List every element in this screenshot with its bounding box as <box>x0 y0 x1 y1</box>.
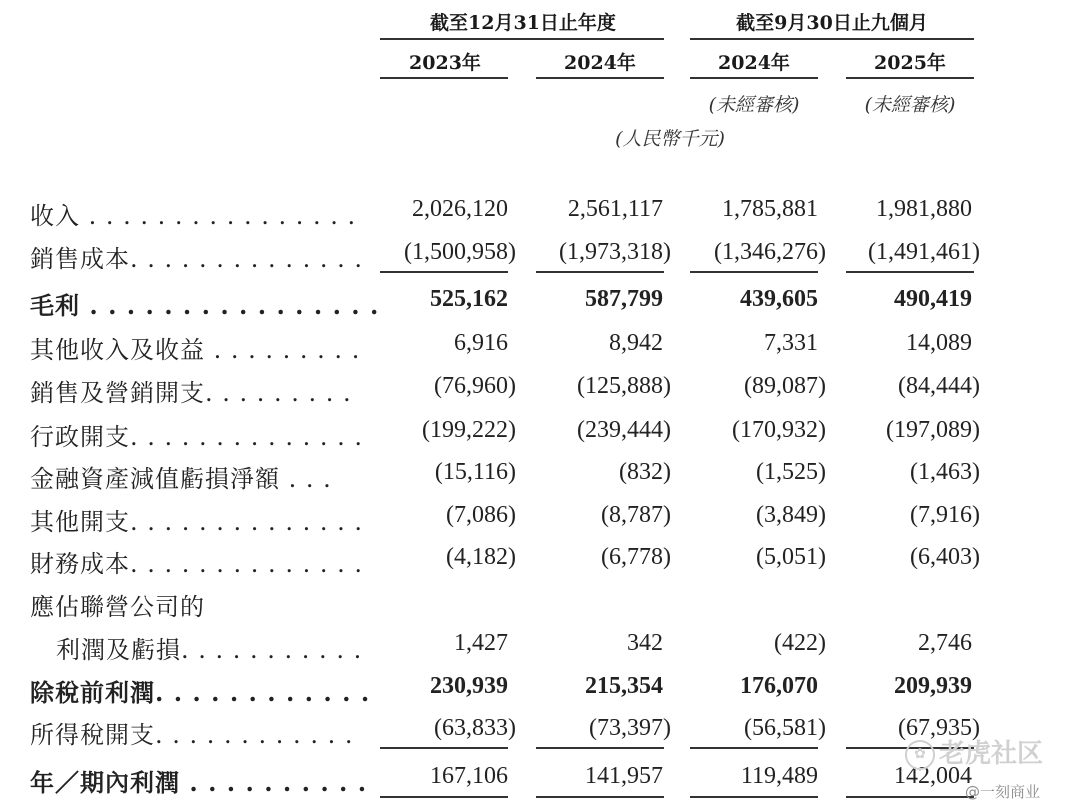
cell-income-tax-col1: (63,833) <box>434 715 516 741</box>
cell-cost-of-sales-col1: (1,500,958) <box>404 239 516 265</box>
cell-other-expenses-col1: (7,086) <box>446 502 516 528</box>
row-label-profit-for-period: 年／期內利潤 . . . . . . . . . . <box>30 768 368 797</box>
cell-finance-costs-col2: (6,778) <box>601 544 671 570</box>
header-group-annual: 截至12月31日止年度 <box>430 12 616 34</box>
cell-finance-costs-col4: (6,403) <box>910 544 980 570</box>
year-rule-col4 <box>846 77 974 79</box>
cell-profit-before-tax-col1: 230,939 <box>430 673 508 699</box>
year-header-col3: 2024年 <box>718 52 790 74</box>
cell-profit-before-tax-col3: 176,070 <box>740 673 818 699</box>
cell-admin-expenses-col4: (197,089) <box>886 417 980 443</box>
final-rule-col1 <box>380 796 508 798</box>
subtotal-rule-col1 <box>380 271 508 273</box>
cell-revenue-col4: 1,981,880 <box>876 196 972 222</box>
row-label-selling-expenses: 銷售及營銷開支. . . . . . . . . <box>30 379 352 407</box>
year-rule-col1 <box>380 77 508 79</box>
row-label-cost-of-sales: 銷售成本. . . . . . . . . . . . . . <box>30 245 363 273</box>
cell-other-expenses-col4: (7,916) <box>910 502 980 528</box>
cell-impairment-col3: (1,525) <box>756 459 826 485</box>
cell-selling-expenses-col2: (125,888) <box>577 373 671 399</box>
row-label-finance-costs: 財務成本. . . . . . . . . . . . . . <box>30 550 363 578</box>
cell-profit-before-tax-col2: 215,354 <box>585 673 663 699</box>
year-header-col4: 2025年 <box>874 52 946 74</box>
cell-gross-profit-col3: 439,605 <box>740 286 818 312</box>
cell-cost-of-sales-col4: (1,491,461) <box>868 239 980 265</box>
row-label-admin-expenses: 行政開支. . . . . . . . . . . . . . <box>30 423 363 451</box>
cell-admin-expenses-col1: (199,222) <box>422 417 516 443</box>
year-rule-col2 <box>536 77 664 79</box>
cell-associates-col3: (422) <box>774 630 826 656</box>
row-label-other-expenses: 其他開支. . . . . . . . . . . . . . <box>30 508 363 536</box>
cell-other-income-col4: 14,089 <box>906 330 972 356</box>
cell-profit-for-period-col2: 141,957 <box>585 763 663 789</box>
cell-admin-expenses-col2: (239,444) <box>577 417 671 443</box>
year-header-col1: 2023年 <box>409 52 481 74</box>
cell-finance-costs-col3: (5,051) <box>756 544 826 570</box>
cell-income-tax-col4: (67,935) <box>898 715 980 741</box>
cell-impairment-col2: (832) <box>619 459 671 485</box>
cell-profit-before-tax-col4: 209,939 <box>894 673 972 699</box>
watermark-paw-icon: ✿ <box>905 740 935 770</box>
cell-other-expenses-col3: (3,849) <box>756 502 826 528</box>
cell-associates-col4: 2,746 <box>918 630 972 656</box>
cell-selling-expenses-col3: (89,087) <box>744 373 826 399</box>
row-label-profit-and-loss: 利潤及虧損. . . . . . . . . . . <box>56 636 363 664</box>
cell-profit-for-period-col1: 167,106 <box>430 763 508 789</box>
subtotal-rule-col2 <box>536 271 664 273</box>
header-group-nine-months: 截至9月30日止九個月 <box>736 12 928 34</box>
row-label-share-of-associates: 應佔聯營公司的 <box>30 593 205 621</box>
year-header-col2: 2024年 <box>564 52 636 74</box>
total-rule-col3 <box>690 747 818 749</box>
cell-income-tax-col2: (73,397) <box>589 715 671 741</box>
cell-selling-expenses-col4: (84,444) <box>898 373 980 399</box>
watermark-author: @一刻商业 <box>965 783 1041 801</box>
row-label-revenue: 收入 . . . . . . . . . . . . . . . . <box>30 202 357 230</box>
cell-impairment-col1: (15,116) <box>434 459 516 485</box>
year-rule-col3 <box>690 77 818 79</box>
cell-admin-expenses-col3: (170,932) <box>732 417 826 443</box>
subtotal-rule-col3 <box>690 271 818 273</box>
cell-other-income-col1: 6,916 <box>454 330 508 356</box>
row-label-profit-before-tax: 除稅前利潤. . . . . . . . . . . . <box>30 678 371 707</box>
final-rule-col2 <box>536 796 664 798</box>
total-rule-col1 <box>380 747 508 749</box>
row-label-other-income: 其他收入及收益 . . . . . . . . . <box>30 336 361 364</box>
cell-revenue-col3: 1,785,881 <box>722 196 818 222</box>
cell-finance-costs-col1: (4,182) <box>446 544 516 570</box>
cell-impairment-col4: (1,463) <box>910 459 980 485</box>
cell-gross-profit-col1: 525,162 <box>430 286 508 312</box>
header-rule-nine-months <box>690 38 974 40</box>
cell-associates-col2: 342 <box>627 630 663 656</box>
cell-profit-for-period-col3: 119,489 <box>740 763 818 789</box>
cell-revenue-col1: 2,026,120 <box>412 196 508 222</box>
unaudited-note-col3: (未經審核) <box>708 94 800 116</box>
currency-unit-note: (人民幣千元) <box>615 128 725 150</box>
total-rule-col2 <box>536 747 664 749</box>
header-rule-annual <box>380 38 664 40</box>
unaudited-note-col4: (未經審核) <box>864 94 956 116</box>
row-label-impairment-losses: 金融資產減值虧損淨額 . . . <box>30 465 332 493</box>
cell-gross-profit-col2: 587,799 <box>585 286 663 312</box>
cell-other-income-col3: 7,331 <box>764 330 818 356</box>
cell-cost-of-sales-col2: (1,973,318) <box>559 239 671 265</box>
final-rule-col4 <box>846 796 974 798</box>
cell-other-income-col2: 8,942 <box>609 330 663 356</box>
cell-associates-col1: 1,427 <box>454 630 508 656</box>
cell-revenue-col2: 2,561,117 <box>567 196 663 222</box>
subtotal-rule-col4 <box>846 271 974 273</box>
cell-other-expenses-col2: (8,787) <box>601 502 671 528</box>
final-rule-col3 <box>690 796 818 798</box>
cell-income-tax-col3: (56,581) <box>744 715 826 741</box>
cell-cost-of-sales-col3: (1,346,276) <box>714 239 826 265</box>
watermark-logo <box>905 733 1043 770</box>
row-label-gross-profit: 毛利 . . . . . . . . . . . . . . . . <box>30 291 380 320</box>
row-label-income-tax: 所得稅開支. . . . . . . . . . . . <box>30 721 354 749</box>
watermark-text: 老虎社区 <box>939 739 1044 769</box>
cell-gross-profit-col4: 490,419 <box>894 286 972 312</box>
cell-selling-expenses-col1: (76,960) <box>434 373 516 399</box>
cell-profit-for-period-col4: 142,004 <box>894 763 972 789</box>
